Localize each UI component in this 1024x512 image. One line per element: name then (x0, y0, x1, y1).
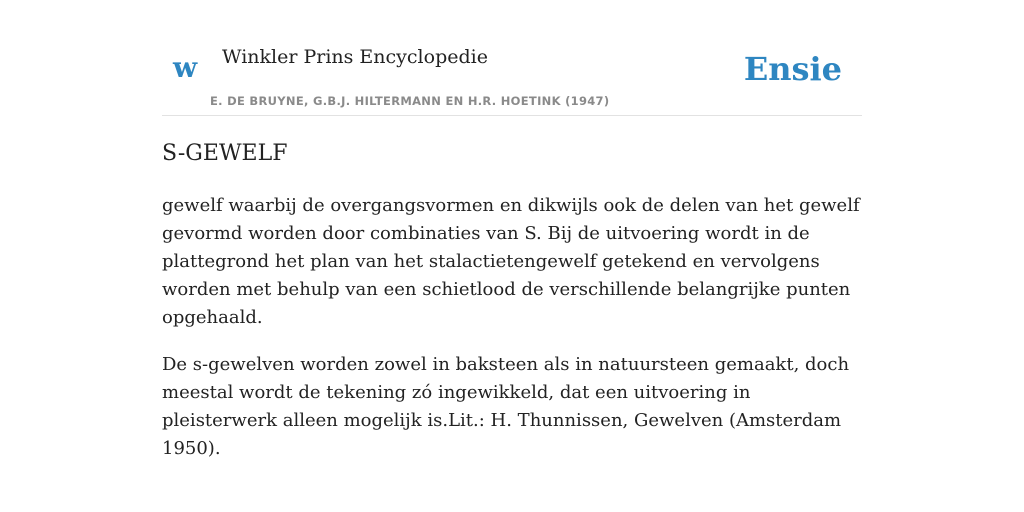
entry-title: S-GEWELF (162, 141, 288, 166)
winkler-prins-logo[interactable]: w (173, 51, 198, 84)
source-title[interactable]: Winkler Prins Encyclopedie (222, 46, 488, 68)
entry-body (162, 192, 862, 482)
ensie-logo[interactable]: Ensie (743, 50, 842, 88)
entry-paragraph-1: gewelf waarbij de overgangsvormen en dikwijls ook de delen van het gewelf gevormd worden door combinaties van S. Bij de uitvoering wordt in de plattegrond het plan van het stalactietengewelf getekend en vervolgens worden met behulp van een schietlood de verschillende belangrijke punten opgehaald. (162, 195, 860, 328)
source-authors: E. DE BRUYNE, G.B.J. HILTERMANN EN H.R. HOETINK (1947) (210, 94, 610, 108)
entry-paragraph-2: De s-gewelven worden zowel in baksteen als in natuursteen gemaakt, doch meestal wordt de tekening zó ingewikkeld, dat een uitvoering in pleisterwerk alleen mogelijk is.Lit.: H. Thunnissen, Gewelven (Amsterdam 1950). (162, 354, 850, 459)
source-header (162, 40, 862, 116)
